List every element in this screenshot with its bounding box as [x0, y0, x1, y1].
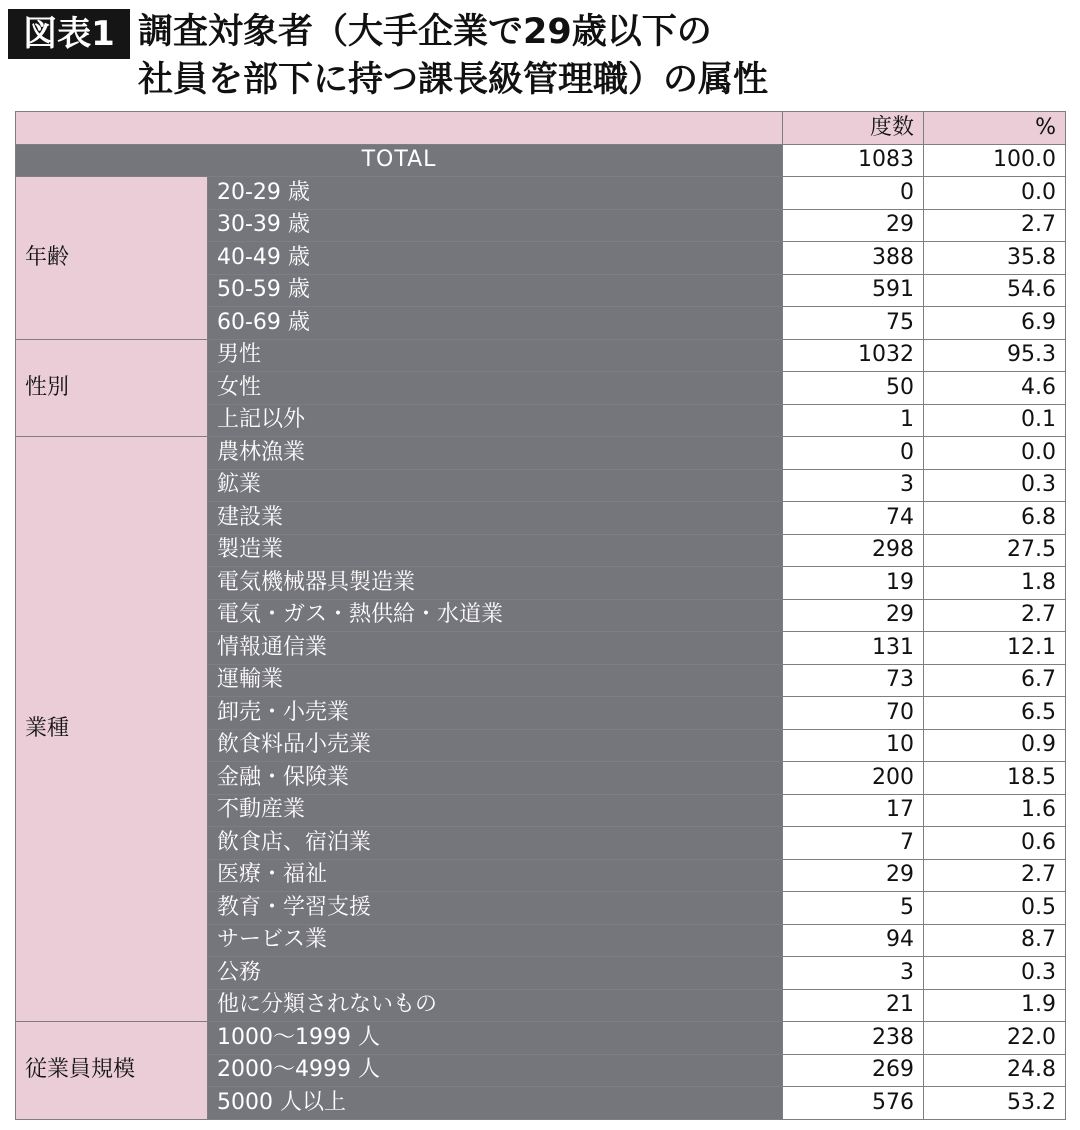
percent-cell: 6.8: [924, 502, 1066, 535]
percent-cell: 1.9: [924, 989, 1066, 1022]
percent-cell: 0.9: [924, 729, 1066, 762]
percent-cell: 53.2: [924, 1087, 1066, 1120]
percent-cell: 18.5: [924, 762, 1066, 795]
figure-title-line2: 社員を部下に持つ課長級管理職）の属性: [138, 60, 769, 100]
count-cell: 75: [783, 307, 924, 340]
row-label: 20-29 歳: [208, 177, 783, 210]
percent-cell: 1.6: [924, 794, 1066, 827]
count-cell: 0: [783, 177, 924, 210]
percent-cell: 22.0: [924, 1022, 1066, 1055]
row-label: 農林漁業: [208, 437, 783, 470]
row-label: 不動産業: [208, 794, 783, 827]
row-label: 他に分類されないもの: [208, 989, 783, 1022]
percent-cell: 6.7: [924, 664, 1066, 697]
count-cell: 238: [783, 1022, 924, 1055]
count-cell: 269: [783, 1054, 924, 1087]
row-label: 60-69 歳: [208, 307, 783, 340]
row-label: 上記以外: [208, 404, 783, 437]
header-count: 度数: [783, 112, 924, 145]
header-row: [16, 112, 1066, 145]
count-cell: 10: [783, 729, 924, 762]
header-blank-cell: [16, 112, 783, 145]
row-label: 2000～4999 人: [208, 1054, 783, 1087]
attributes-table: [15, 111, 1066, 1120]
percent-cell: 0.0: [924, 177, 1066, 210]
total-count: 1083: [783, 144, 924, 177]
figure-header: [0, 0, 1080, 105]
percent-cell: 0.3: [924, 469, 1066, 502]
attributes-table-body: [16, 112, 1066, 1120]
row-label: 運輸業: [208, 664, 783, 697]
percent-cell: 95.3: [924, 339, 1066, 372]
total-label: TOTAL: [16, 144, 783, 177]
row-label: 電気・ガス・熱供給・水道業: [208, 599, 783, 632]
count-cell: 131: [783, 632, 924, 665]
category-cell: 性別: [16, 339, 208, 437]
category-cell: 業種: [16, 437, 208, 1022]
percent-cell: 8.7: [924, 924, 1066, 957]
count-cell: 29: [783, 209, 924, 242]
row-label: 情報通信業: [208, 632, 783, 665]
count-cell: 298: [783, 534, 924, 567]
row-label: 30-39 歳: [208, 209, 783, 242]
count-cell: 29: [783, 859, 924, 892]
percent-cell: 1.8: [924, 567, 1066, 600]
row-label: 5000 人以上: [208, 1087, 783, 1120]
percent-cell: 0.6: [924, 827, 1066, 860]
count-cell: 7: [783, 827, 924, 860]
percent-cell: 0.5: [924, 892, 1066, 925]
row-label: サービス業: [208, 924, 783, 957]
table-row: [16, 339, 1066, 372]
row-label: 男性: [208, 339, 783, 372]
row-label: 飲食料品小売業: [208, 729, 783, 762]
row-label: 医療・福祉: [208, 859, 783, 892]
count-cell: 74: [783, 502, 924, 535]
row-label: 建設業: [208, 502, 783, 535]
count-cell: 5: [783, 892, 924, 925]
count-cell: 73: [783, 664, 924, 697]
percent-cell: 24.8: [924, 1054, 1066, 1087]
percent-cell: 27.5: [924, 534, 1066, 567]
category-cell: 年齢: [16, 177, 208, 340]
table-row: [16, 177, 1066, 210]
percent-cell: 6.9: [924, 307, 1066, 340]
count-cell: 19: [783, 567, 924, 600]
percent-cell: 12.1: [924, 632, 1066, 665]
percent-cell: 2.7: [924, 859, 1066, 892]
count-cell: 388: [783, 242, 924, 275]
count-cell: 1: [783, 404, 924, 437]
row-label: 飲食店、宿泊業: [208, 827, 783, 860]
table-row: [16, 1022, 1066, 1055]
row-label: 教育・学習支援: [208, 892, 783, 925]
percent-cell: 0.3: [924, 957, 1066, 990]
percent-cell: 35.8: [924, 242, 1066, 275]
count-cell: 3: [783, 469, 924, 502]
table-row: [16, 437, 1066, 470]
header-percent: %: [924, 112, 1066, 145]
row-label: 40-49 歳: [208, 242, 783, 275]
count-cell: 70: [783, 697, 924, 730]
count-cell: 17: [783, 794, 924, 827]
row-label: 卸売・小売業: [208, 697, 783, 730]
count-cell: 0: [783, 437, 924, 470]
figure-badge: 図表1: [8, 9, 130, 59]
row-label: 金融・保険業: [208, 762, 783, 795]
row-label: 1000～1999 人: [208, 1022, 783, 1055]
percent-cell: 4.6: [924, 372, 1066, 405]
figure-title-line1: 調査対象者（大手企業で29歳以下の: [138, 12, 712, 52]
percent-cell: 6.5: [924, 697, 1066, 730]
row-label: 50-59 歳: [208, 274, 783, 307]
count-cell: 94: [783, 924, 924, 957]
row-label: 電気機械器具製造業: [208, 567, 783, 600]
percent-cell: 2.7: [924, 599, 1066, 632]
row-label: 製造業: [208, 534, 783, 567]
percent-cell: 54.6: [924, 274, 1066, 307]
count-cell: 1032: [783, 339, 924, 372]
count-cell: 21: [783, 989, 924, 1022]
row-label: 女性: [208, 372, 783, 405]
total-percent: 100.0: [924, 144, 1066, 177]
row-label: 公務: [208, 957, 783, 990]
total-row: [16, 144, 1066, 177]
percent-cell: 0.1: [924, 404, 1066, 437]
count-cell: 200: [783, 762, 924, 795]
count-cell: 3: [783, 957, 924, 990]
row-label: 鉱業: [208, 469, 783, 502]
count-cell: 50: [783, 372, 924, 405]
category-cell: 従業員規模: [16, 1022, 208, 1120]
percent-cell: 2.7: [924, 209, 1066, 242]
count-cell: 591: [783, 274, 924, 307]
count-cell: 29: [783, 599, 924, 632]
count-cell: 576: [783, 1087, 924, 1120]
percent-cell: 0.0: [924, 437, 1066, 470]
